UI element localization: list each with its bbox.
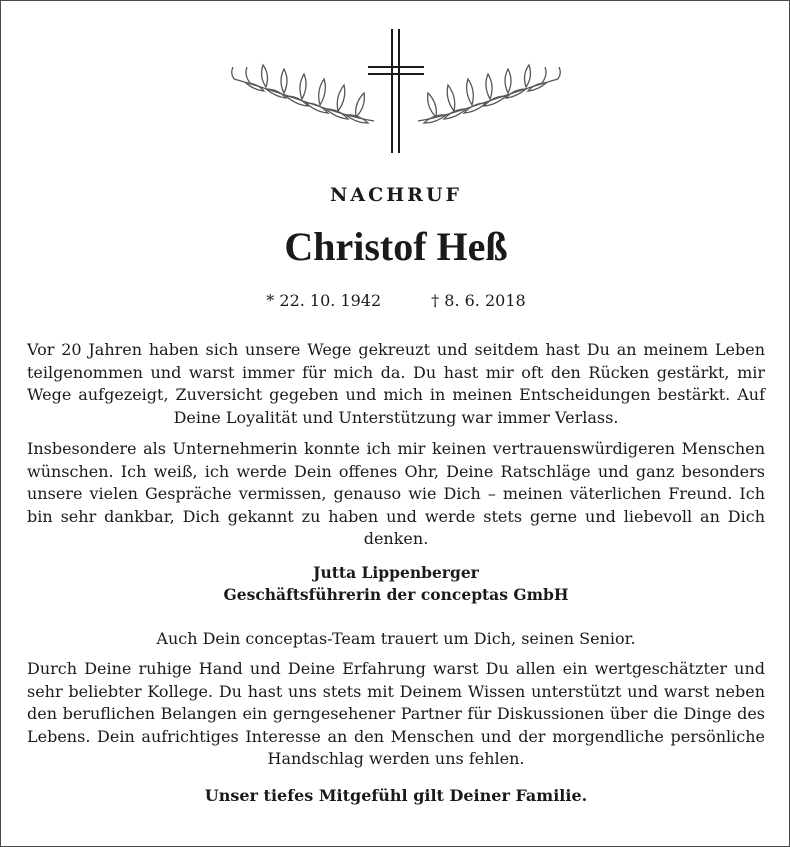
life-dates (1, 291, 790, 310)
laurel-branch-right-icon (418, 65, 560, 123)
emblem (1, 23, 790, 163)
death-date: † 8. 6. 2018 (431, 291, 526, 310)
deceased-name: Christof Heß (284, 224, 508, 269)
obituary-body (27, 339, 765, 807)
emblem-graphic (206, 23, 586, 163)
obituary-heading: NACHRUF (329, 184, 463, 206)
laurel-branch-left-icon (232, 65, 374, 123)
birth-date: * 22. 10. 1942 (266, 291, 382, 310)
signature-title: Geschäftsführerin der conceptas GmbH (223, 584, 569, 604)
paragraph-2: Insbesondere als Unternehmerin konnte ich mir keinen vertrauenswürdigeren Menschen wünschen. Ich weiß, ich werde Dein offenes Ohr, Deine Ratschläge und ganz besonders unsere vielen Gespräche vermissen, genauso wie Dich – meinen väterlichen Freund. Ich bin sehr dankbar, Dich gekannt zu haben und werde stets gerne und liebevoll an Dich denken. (27, 439, 765, 548)
signature-name: Jutta Lippenberger (313, 562, 479, 582)
closing-line: Unser tiefes Mitgefühl gilt Deiner Familie. (204, 785, 588, 805)
paragraph-1: Vor 20 Jahren haben sich unsere Wege gekreuzt und seitdem hast Du an meinem Leben teilgenommen und warst immer für mich da. Du hast mir oft den Rücken gestärkt, mir Wege aufgezeigt, Zuversicht gegeben und mich in meinen Entscheidungen bestärkt. Auf Deine Loyalität und Unterstützung war immer Verlass. (27, 340, 765, 427)
cross-icon (368, 29, 424, 153)
team-paragraph: Durch Deine ruhige Hand und Deine Erfahrung warst Du allen ein wertgeschätzter und sehr beliebter Kollege. Du hast uns stets mit Deinem Wissen unterstützt und warst neben den beruflichen Belangen ein gerngesehener Partner für Diskussionen über die Dinge des Lebens. Dein aufrichtiges Interesse an den Menschen und der morgendliche persönliche Handschlag werden uns fehlen. (27, 659, 765, 768)
team-line: Auch Dein conceptas-Team trauert um Dich, seinen Senior. (156, 628, 636, 648)
